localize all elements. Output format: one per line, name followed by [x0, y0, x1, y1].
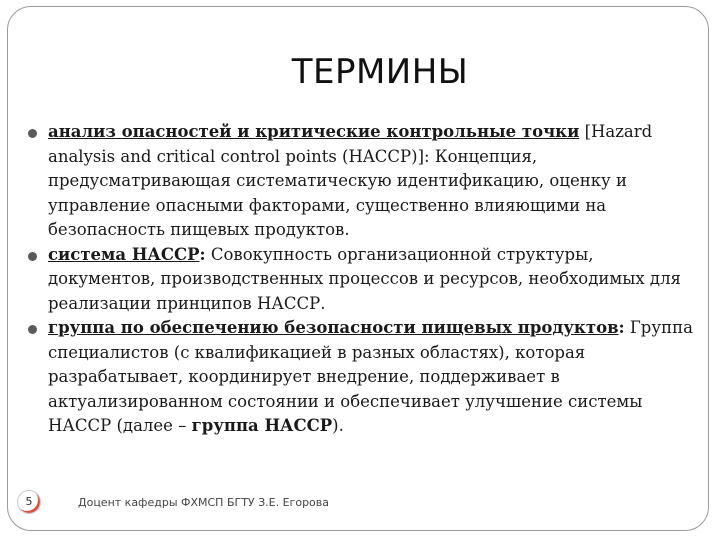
term-tail: ).: [332, 416, 344, 435]
term-item-haccp-system: [22, 243, 694, 317]
bullet-icon: [28, 129, 37, 138]
slide-footer: [0, 490, 720, 520]
term-definition: Совокупность организационной структуры, документов, производственных процессов и ресурсов, необходимых для реализации принципов НАССР.: [48, 244, 681, 313]
term-colon: :: [199, 244, 206, 264]
bullet-icon: [28, 325, 37, 334]
slide-title: ТЕРМИНЫ: [291, 52, 469, 92]
page-number-badge: 5: [17, 490, 41, 514]
term-item-haccp-team: [22, 316, 694, 439]
term-colon: :: [618, 318, 625, 337]
term-definition: Группа специалистов (с квалификацией в разных областях), которая разрабатывает, координирует внедрение, поддерживает в актуализированном состоянии и обеспечивает улучшение системы НАССР (далее –: [48, 318, 693, 435]
term-name: группа по обеспечению безопасности пищевых продуктов: [48, 318, 619, 337]
term-name: анализ опасностей и критические контрольные точки: [48, 122, 580, 141]
term-emphasis: группа НАССР: [191, 416, 333, 435]
bullet-icon: [28, 252, 37, 261]
footer-author: Доцент кафедры ФХМСП БГТУ З.Е. Егорова: [78, 496, 330, 509]
term-item-haccp-definition: [22, 120, 694, 243]
term-name: система НАССР: [48, 244, 200, 264]
term-definition: [Hazard analysis and critical control points (HACCP)]: Концепция, предусматривающая систематическую идентификацию, оценку и управление опасными факторами, существенно влияющими на безопасность пищевых продуктов.: [48, 122, 653, 239]
terms-list: [22, 120, 694, 439]
